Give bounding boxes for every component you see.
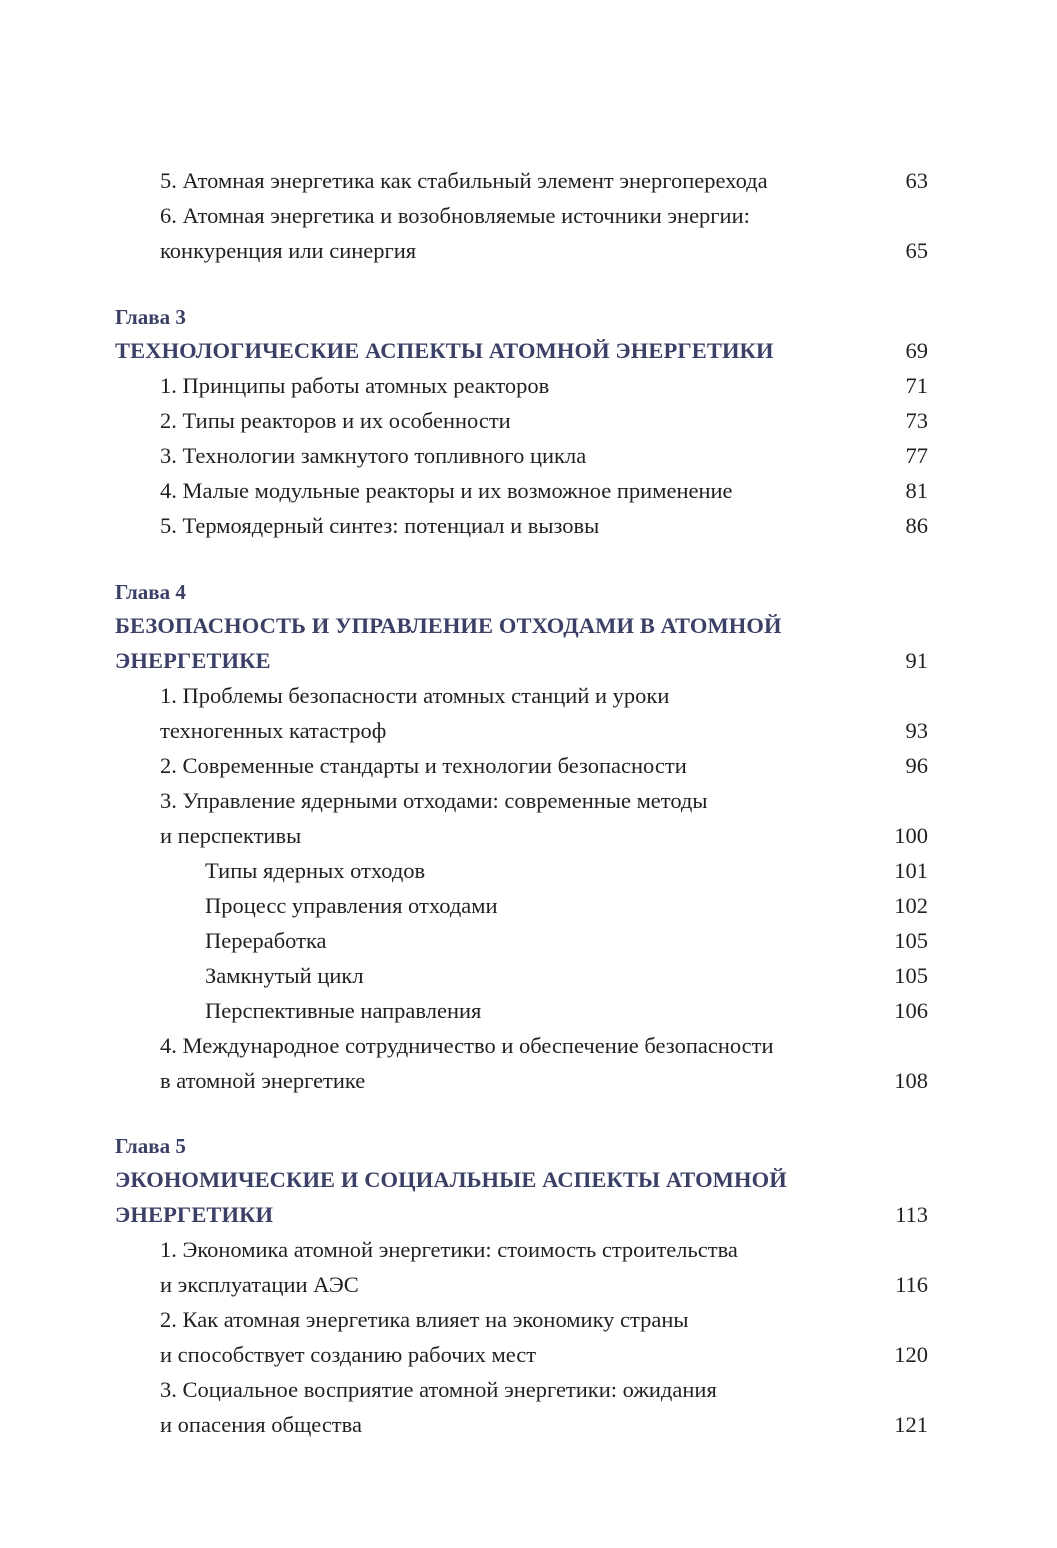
toc-entry — [115, 748, 928, 783]
toc-entry-text: Процесс управления отходами — [205, 893, 498, 918]
toc-entry-text: 1. Проблемы безопасности атомных станций и уроки — [160, 683, 670, 708]
chapter-page: 69 — [905, 338, 928, 363]
toc-entry-text: Перспективные направления — [205, 998, 482, 1023]
toc-entry-continued — [115, 1267, 928, 1302]
toc-entry-page: 77 — [905, 443, 928, 468]
chapter-title-text: ЭНЕРГЕТИКИ — [115, 1202, 274, 1227]
toc-entry-text: и перспективы — [160, 823, 302, 848]
toc-entry-text: 1. Экономика атомной энергетики: стоимость строительства — [160, 1237, 738, 1262]
toc-entry-page: 121 — [894, 1412, 928, 1437]
toc-entry-page: 116 — [895, 1272, 928, 1297]
toc-entry-continued — [115, 1407, 928, 1442]
toc-entry-page: 105 — [894, 928, 928, 953]
toc-subentry — [115, 958, 928, 993]
toc-entry-text: 5. Термоядерный синтез: потенциал и вызовы — [160, 513, 600, 538]
toc-subentry — [115, 993, 928, 1028]
toc-entry-text: 3. Технологии замкнутого топливного цикла — [160, 443, 587, 468]
toc-subentry — [115, 853, 928, 888]
toc-entry — [115, 508, 928, 543]
toc-entry-page: 86 — [905, 513, 928, 538]
chapter-label: Глава 5 — [115, 1134, 186, 1158]
toc-entry-page: 96 — [905, 753, 928, 778]
chapter-title-text: БЕЗОПАСНОСТЬ И УПРАВЛЕНИЕ ОТХОДАМИ В АТОМНОЙ — [115, 613, 782, 638]
chapter-title-text: ЭНЕРГЕТИКЕ — [115, 648, 271, 673]
toc-entry — [115, 368, 928, 403]
toc-entry — [115, 678, 928, 713]
toc-entry-text: 3. Социальное восприятие атомной энергетики: ожидания — [160, 1377, 717, 1402]
toc-entry-page: 106 — [894, 998, 928, 1023]
chapter-title-continued — [115, 643, 928, 678]
toc-entry-text: Замкнутый цикл — [205, 963, 364, 988]
chapter-page: 91 — [905, 648, 928, 673]
toc-entry-page: 71 — [905, 373, 928, 398]
toc-entry-text: и способствует созданию рабочих мест — [160, 1342, 537, 1367]
toc-entry-continued — [115, 1063, 928, 1098]
toc-entry-text: Переработка — [205, 928, 327, 953]
toc-entry-continued — [115, 818, 928, 853]
toc-entry — [115, 163, 928, 198]
toc-entry — [115, 198, 928, 233]
toc-entry-text: 2. Типы реакторов и их особенности — [160, 408, 511, 433]
toc-entry-page: 120 — [894, 1342, 928, 1367]
chapter-title-continued — [115, 1197, 928, 1232]
toc-entry-continued — [115, 713, 928, 748]
toc-entry-text: 1. Принципы работы атомных реакторов — [160, 373, 550, 398]
toc-entry — [115, 1372, 928, 1407]
toc-entry — [115, 438, 928, 473]
toc-entry-text: 6. Атомная энергетика и возобновляемые источники энергии: — [160, 203, 750, 228]
chapter-title — [115, 1162, 928, 1197]
toc-entry-continued — [115, 1337, 928, 1372]
toc-entry-text: конкуренция или синергия — [160, 238, 417, 263]
toc-entry-continued — [115, 233, 928, 268]
chapter-label: Глава 4 — [115, 580, 186, 604]
toc-entry — [115, 1302, 928, 1337]
chapter-title-text: ЭКОНОМИЧЕСКИЕ И СОЦИАЛЬНЫЕ АСПЕКТЫ АТОМНОЙ — [115, 1167, 787, 1192]
toc-entry-page: 108 — [894, 1068, 928, 1093]
toc-entry-page: 65 — [905, 238, 928, 263]
toc-entry-page: 100 — [894, 823, 928, 848]
toc-entry-page: 93 — [905, 718, 928, 743]
toc-entry — [115, 1232, 928, 1267]
toc-entry — [115, 783, 928, 818]
chapter-title-text: ТЕХНОЛОГИЧЕСКИЕ АСПЕКТЫ АТОМНОЙ ЭНЕРГЕТИКИ — [115, 338, 774, 363]
toc-entry-text: 4. Малые модульные реакторы и их возможное применение — [160, 478, 733, 503]
toc-entry-text: 2. Современные стандарты и технологии безопасности — [160, 753, 687, 778]
toc-entry-page: 73 — [905, 408, 928, 433]
toc-entry-text: 3. Управление ядерными отходами: современные методы — [160, 788, 708, 813]
toc-entry-page: 102 — [894, 893, 928, 918]
toc-entry-text: 4. Международное сотрудничество и обеспечение безопасности — [160, 1033, 774, 1058]
toc-entry-text: и эксплуатации АЭС — [160, 1272, 359, 1297]
toc-entry-text: в атомной энергетике — [160, 1068, 366, 1093]
toc-entry-text: и опасения общества — [160, 1412, 362, 1437]
toc-entry-text: Типы ядерных отходов — [205, 858, 426, 883]
toc-entry-page: 81 — [905, 478, 928, 503]
toc-entry-page: 105 — [894, 963, 928, 988]
toc-entry-text: 2. Как атомная энергетика влияет на экономику страны — [160, 1307, 689, 1332]
toc-entry-text: техногенных катастроф — [160, 718, 387, 743]
toc-entry-page: 101 — [894, 858, 928, 883]
toc-entry — [115, 473, 928, 508]
chapter-title — [115, 333, 928, 368]
toc-entry-text: 5. Атомная энергетика как стабильный элемент энергоперехода — [160, 168, 768, 193]
chapter-title — [115, 608, 928, 643]
toc-entry-page: 63 — [905, 168, 928, 193]
chapter-page: 113 — [895, 1202, 928, 1227]
chapter-label: Глава 3 — [115, 305, 186, 329]
toc-subentry — [115, 888, 928, 923]
toc-subentry — [115, 923, 928, 958]
toc-entry — [115, 1028, 928, 1063]
toc-entry — [115, 403, 928, 438]
